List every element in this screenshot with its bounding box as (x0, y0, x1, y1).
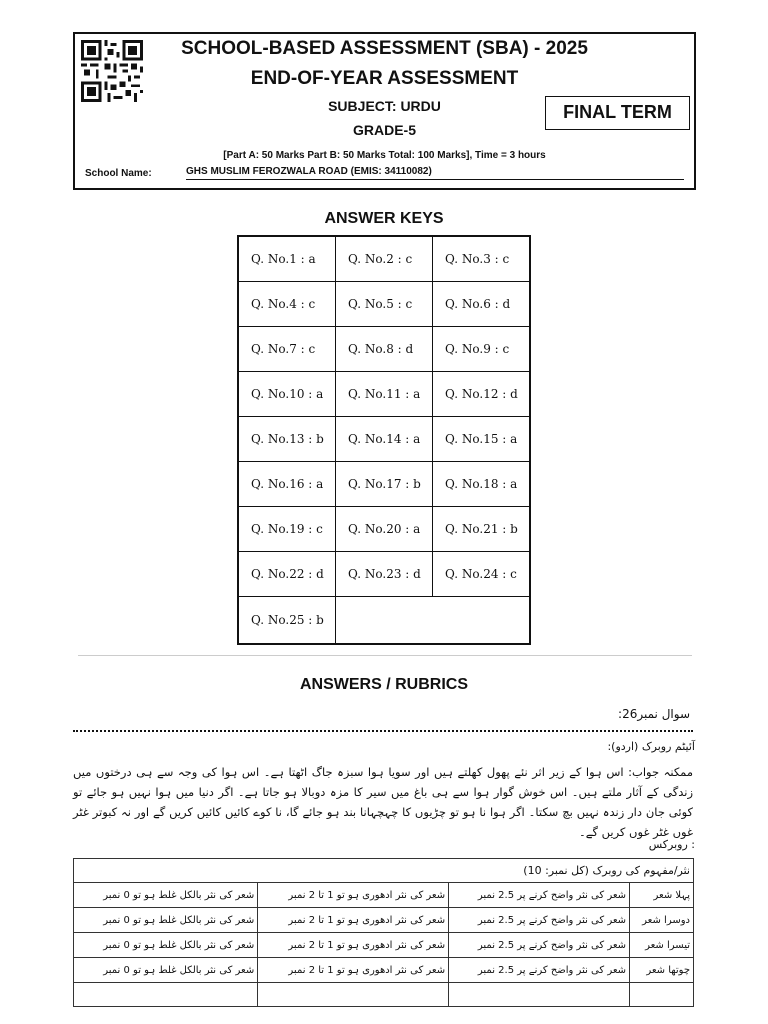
answer-key-cell: Q. No.6 : d (433, 282, 529, 327)
empty-cell (449, 983, 630, 1007)
empty-cell (258, 983, 449, 1007)
answer-keys-title: ANSWER KEYS (324, 210, 444, 227)
answer-key-cell: Q. No.24 : c (433, 552, 529, 597)
answer-key-cell: Q. No.22 : d (239, 552, 336, 597)
final-term-badge: FINAL TERM (545, 96, 690, 130)
rubric-criterion-zero: شعر کی نثر بالکل غلط ہو تو 0 نمبر (74, 933, 258, 958)
rubric-criterion-partial: شعر کی نثر ادھوری ہو تو 1 تا 2 نمبر (258, 933, 449, 958)
header-box (73, 32, 696, 190)
rubric-criterion-zero: شعر کی نثر بالکل غلط ہو تو 0 نمبر (74, 883, 258, 908)
answer-key-cell: Q. No.15 : a (433, 417, 529, 462)
question-number-label: سوال نمبر26: (618, 707, 690, 721)
answers-rubrics-title: ANSWERS / RUBRICS (299, 676, 468, 693)
section-divider (78, 655, 692, 656)
rubric-criterion-full: شعر کی نثر واضح کرنے پر 2.5 نمبر (449, 883, 630, 908)
empty-cell (74, 983, 258, 1007)
answer-keys-grid (237, 235, 531, 645)
rubric-table (73, 858, 694, 1007)
answer-key-cell: Q. No.1 : a (239, 237, 336, 282)
rubric-criterion-partial: شعر کی نثر ادھوری ہو تو 1 تا 2 نمبر (258, 958, 449, 983)
rubric-verse-label: چوتھا شعر (630, 958, 694, 983)
rubric-criterion-full: شعر کی نثر واضح کرنے پر 2.5 نمبر (449, 908, 630, 933)
answer-key-cell: Q. No.5 : c (336, 282, 433, 327)
table-row (74, 958, 694, 983)
empty-cell (630, 983, 694, 1007)
table-row (74, 908, 694, 933)
rubric-verse-label: پہلا شعر (630, 883, 694, 908)
answer-key-cell: Q. No.20 : a (336, 507, 433, 552)
answer-key-cell: Q. No.7 : c (239, 327, 336, 372)
answer-key-cell: Q. No.23 : d (336, 552, 433, 597)
rubric-criterion-full: شعر کی نثر واضح کرنے پر 2.5 نمبر (449, 933, 630, 958)
table-row (74, 933, 694, 958)
answer-key-cell: Q. No.10 : a (239, 372, 336, 417)
assessment-title: SCHOOL-BASED ASSESSMENT (SBA) - 2025 (181, 38, 588, 59)
rubric-verse-label: دوسرا شعر (630, 908, 694, 933)
rubric-criterion-zero: شعر کی نثر بالکل غلط ہو تو 0 نمبر (74, 958, 258, 983)
answer-key-cell: Q. No.18 : a (433, 462, 529, 507)
answer-key-cell: Q. No.17 : b (336, 462, 433, 507)
assessment-subtitle: END-OF-YEAR ASSESSMENT (250, 68, 519, 89)
answer-key-cell: Q. No.19 : c (239, 507, 336, 552)
item-rubric-label: آئیٹم روبرک (اردو): (607, 740, 695, 753)
subject-label: SUBJECT: URDU (328, 98, 441, 114)
answer-key-cell: Q. No.9 : c (433, 327, 529, 372)
model-answer-text: ممکنہ جواب: اس ہوا کے زیر اثر نئے پھول کھلتے ہیں اور سویا ہوا سبزہ جاگ اٹھتا ہے۔ اس ہوا کی وجہ سے ہی درختوں میں زندگی کے آثار ملتے ہیں۔ اس خوش گوار ہوا سے ہی باغ میں سیر کا مزہ دوبالا ہو جاتا ہے۔ اگر دنیا میں ہوا نہیں ہو جائے تو کوئی جان دار زندہ نہیں بچ سکتا۔ اگر ہوا نا ہو تو چڑیوں کا چہچہانا بند ہو جائے گا، نا کوے کائیں کائیں کریں گے اور نہ کبوتر غٹر غوں غٹر غوں کریں گے۔ (73, 765, 693, 839)
school-name-label: School Name: (85, 168, 152, 179)
answer-key-cell: Q. No.3 : c (433, 237, 529, 282)
answer-key-cell: Q. No.21 : b (433, 507, 529, 552)
answer-key-cell: Q. No.25 : b (239, 597, 336, 643)
table-row (74, 883, 694, 908)
answer-key-cell: Q. No.13 : b (239, 417, 336, 462)
rubric-criterion-full: شعر کی نثر واضح کرنے پر 2.5 نمبر (449, 958, 630, 983)
answer-key-cell: Q. No.8 : d (336, 327, 433, 372)
rubric-criterion-zero: شعر کی نثر بالکل غلط ہو تو 0 نمبر (74, 908, 258, 933)
rubric-table-header-row (74, 859, 694, 883)
answer-key-cell: Q. No.11 : a (336, 372, 433, 417)
rubric-criterion-partial: شعر کی نثر ادھوری ہو تو 1 تا 2 نمبر (258, 908, 449, 933)
answer-key-cell: Q. No.16 : a (239, 462, 336, 507)
rubric-criterion-partial: شعر کی نثر ادھوری ہو تو 1 تا 2 نمبر (258, 883, 449, 908)
rubric-table-title: نثر/مفہوم کی روبرک (کل نمبر: 10) (74, 859, 694, 883)
school-name-value: GHS MUSLIM FEROZWALA ROAD (EMIS: 34110082) (186, 166, 684, 180)
answer-key-cell: Q. No.2 : c (336, 237, 433, 282)
answer-key-empty-cell (336, 597, 529, 643)
table-row-empty (74, 983, 694, 1007)
rubric-verse-label: تیسرا شعر (630, 933, 694, 958)
rubrics-label: : روبرکس (648, 838, 695, 851)
answer-key-cell: Q. No.12 : d (433, 372, 529, 417)
marks-time-line: [Part A: 50 Marks Part B: 50 Marks Total: 100 Marks], Time = 3 hours (223, 150, 546, 161)
grade-label: GRADE-5 (352, 122, 416, 138)
answer-key-cell: Q. No.4 : c (239, 282, 336, 327)
answer-key-cell: Q. No.14 : a (336, 417, 433, 462)
dotted-divider (73, 730, 693, 732)
